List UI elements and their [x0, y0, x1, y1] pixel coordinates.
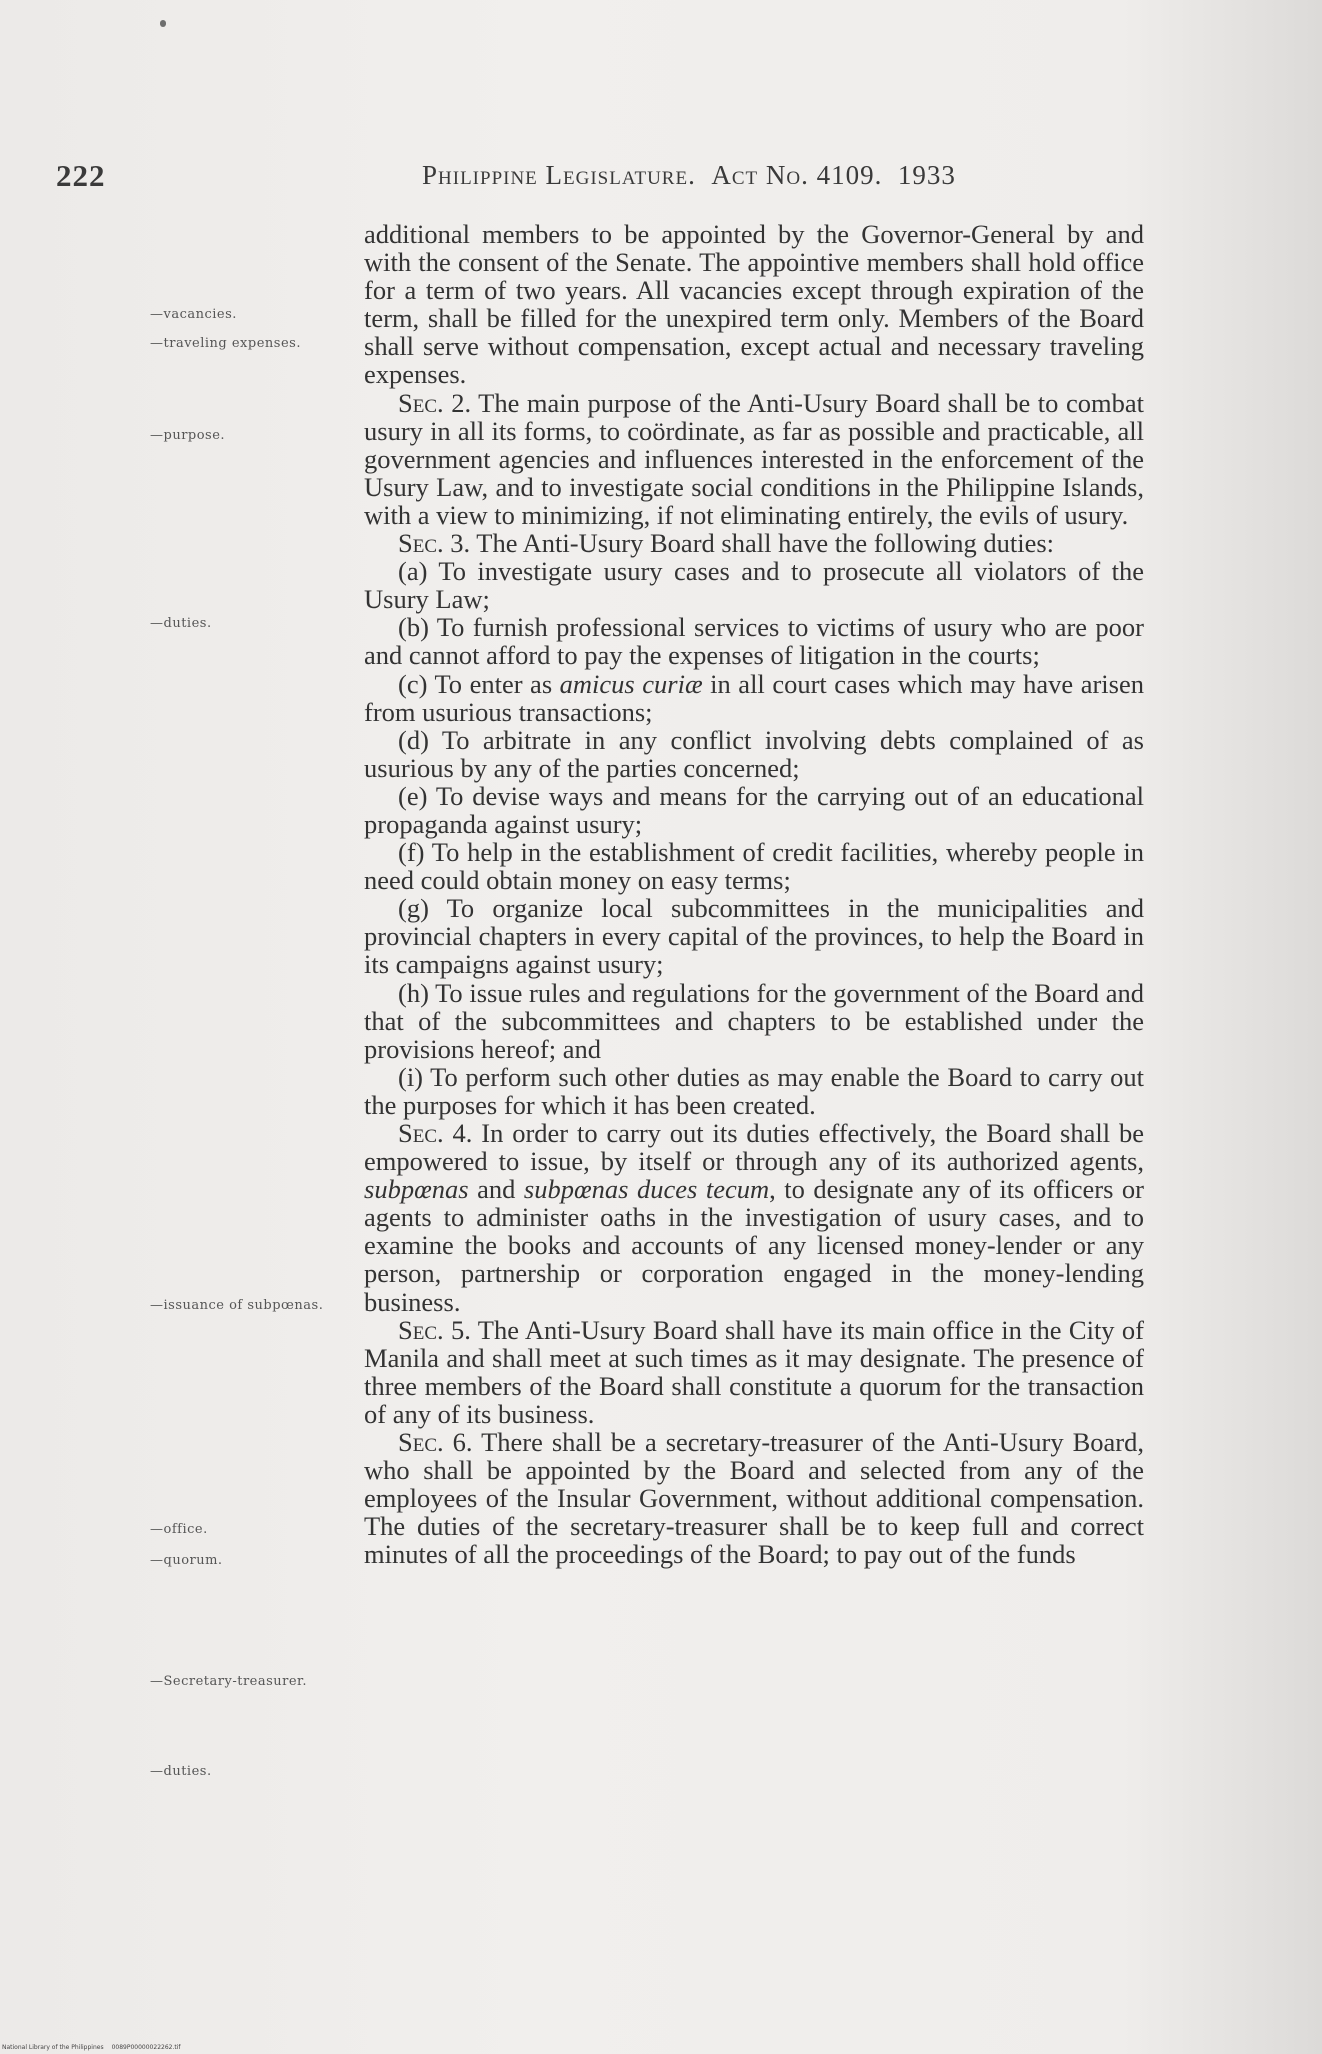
paragraph-continuation: additional members to be appointed by the Governor-General by and with the consent of the Senate. The appointive members shall hold office for a term of two years. All vacancies except through expiration of the term, shall be filled for the unexpired term only. Members of the Board shall serve without compensation, except actual and necessary traveling expenses. — [364, 219, 1144, 390]
duty-a: (a) To investigate usury cases and to prosecute all violators of the Usury Law; — [364, 556, 1144, 615]
duty-c-text-end: in all court cases which may have arisen from usurious transactions; — [364, 668, 1144, 727]
section-text: The Anti-Usury Board shall have its main office in the City of Manila and shall meet at such times as it may designate. The presence of three members of the Board shall constitute a quorum for the transaction of any of its business. — [364, 1314, 1144, 1429]
margin-note-duties: —duties. — [150, 616, 212, 631]
margin-note-purpose: —purpose. — [150, 428, 226, 443]
margin-note-vacancies: —vacancies. — [150, 307, 237, 322]
section-label: Sec. 5. — [398, 1314, 471, 1345]
section-4 — [364, 1119, 1144, 1316]
section-label: Sec. 2. — [398, 387, 472, 418]
section-text: In order to carry out its duties effectively, the Board shall be empowered to issue, by itself or through any of its authorized agents, — [364, 1118, 1144, 1177]
latin-phrase: amicus curiæ — [559, 668, 703, 699]
section-label: Sec. 3. — [398, 528, 471, 559]
body-text — [364, 220, 1144, 1569]
section-2 — [364, 389, 1144, 529]
margin-note-quorum: —quorum. — [150, 1553, 223, 1568]
duty-b: (b) To furnish professional services to victims of usury who are poor and cannot afford to pay the expenses of litigation in the courts; — [364, 612, 1144, 671]
section-text: There shall be a secretary-treasurer of the Anti-Usury Board, who shall be appointed by the Board and selected from any of the employees of the Insular Government, without additional compensation. The duties of the secretary-treasurer shall be to keep full and correct minutes of all the proceedings of the Board; to pay out of the funds — [364, 1427, 1144, 1570]
margin-note-secretary-treasurer: —Secretary-treasurer. — [150, 1674, 307, 1689]
duty-c-text: (c) To enter as — [398, 668, 560, 699]
duty-f: (f) To help in the establishment of credit facilities, whereby people in need could obtain money on easy terms; — [364, 837, 1144, 896]
margin-note-traveling-expenses: —traveling expenses. — [150, 336, 301, 351]
running-head-act: Act No. 4109. — [711, 160, 883, 190]
duty-h: (h) To issue rules and regulations for the government of the Board and that of the subcommittees and chapters to be established under the provisions hereof; and — [364, 977, 1144, 1064]
footer-library: National Library of the Philippines — [2, 2044, 104, 2051]
section-label: Sec. 6. — [398, 1427, 473, 1458]
duty-g: (g) To organize local subcommittees in the municipalities and provincial chapters in every capital of the provinces, to help the Board in its campaigns against usury; — [364, 893, 1144, 980]
duty-c — [364, 670, 1144, 726]
section-text: The main purpose of the Anti-Usury Board shall be to combat usury in all its forms, to coördinate, as far as possible and practicable, all government agencies and influences interested in the enforcement of the Usury Law, and to investigate social conditions in the Philippine Islands, with a view to minimizing, if not eliminating entirely, the evils of usury. — [364, 387, 1144, 530]
duty-i: (i) To perform such other duties as may enable the Board to carry out the purposes for which it has been created. — [364, 1061, 1144, 1120]
latin-term: subpœnas duces tecum — [523, 1174, 770, 1205]
margin-note-office: —office. — [150, 1522, 208, 1537]
page-number: 222 — [56, 158, 106, 193]
scan-speck — [160, 20, 166, 27]
margin-note-issuance-of-subpoenas: —issuance of subpœnas. — [150, 1298, 324, 1313]
margin-note-duties-2: —duties. — [150, 1764, 212, 1779]
scan-footer — [2, 2044, 189, 2051]
latin-term: subpœnas — [364, 1174, 469, 1205]
duty-d: (d) To arbitrate in any conflict involving debts complained of as usurious by any of the parties concerned; — [364, 724, 1144, 783]
section-6 — [364, 1428, 1144, 1568]
running-head-year: 1933 — [897, 160, 956, 190]
section-text-end: , to designate any of its officers or agents to administer oaths in the investigation of usury cases, and to examine the books and accounts of any licensed money-lender or any person, partnership or corporation engaged in the money-lending business. — [364, 1174, 1144, 1317]
footer-filename: 0089P00000022262.tif — [111, 2044, 181, 2051]
running-head-title: Philippine Legislature. — [422, 160, 696, 190]
duty-e: (e) To devise ways and means for the carrying out of an educational propaganda against usury; — [364, 780, 1144, 839]
section-3 — [364, 529, 1144, 557]
running-head — [422, 160, 1142, 191]
section-text-mid: and — [468, 1174, 524, 1205]
section-text: The Anti-Usury Board shall have the following duties: — [470, 528, 1055, 559]
section-label: Sec. 4. — [398, 1118, 473, 1148]
section-5 — [364, 1316, 1144, 1428]
